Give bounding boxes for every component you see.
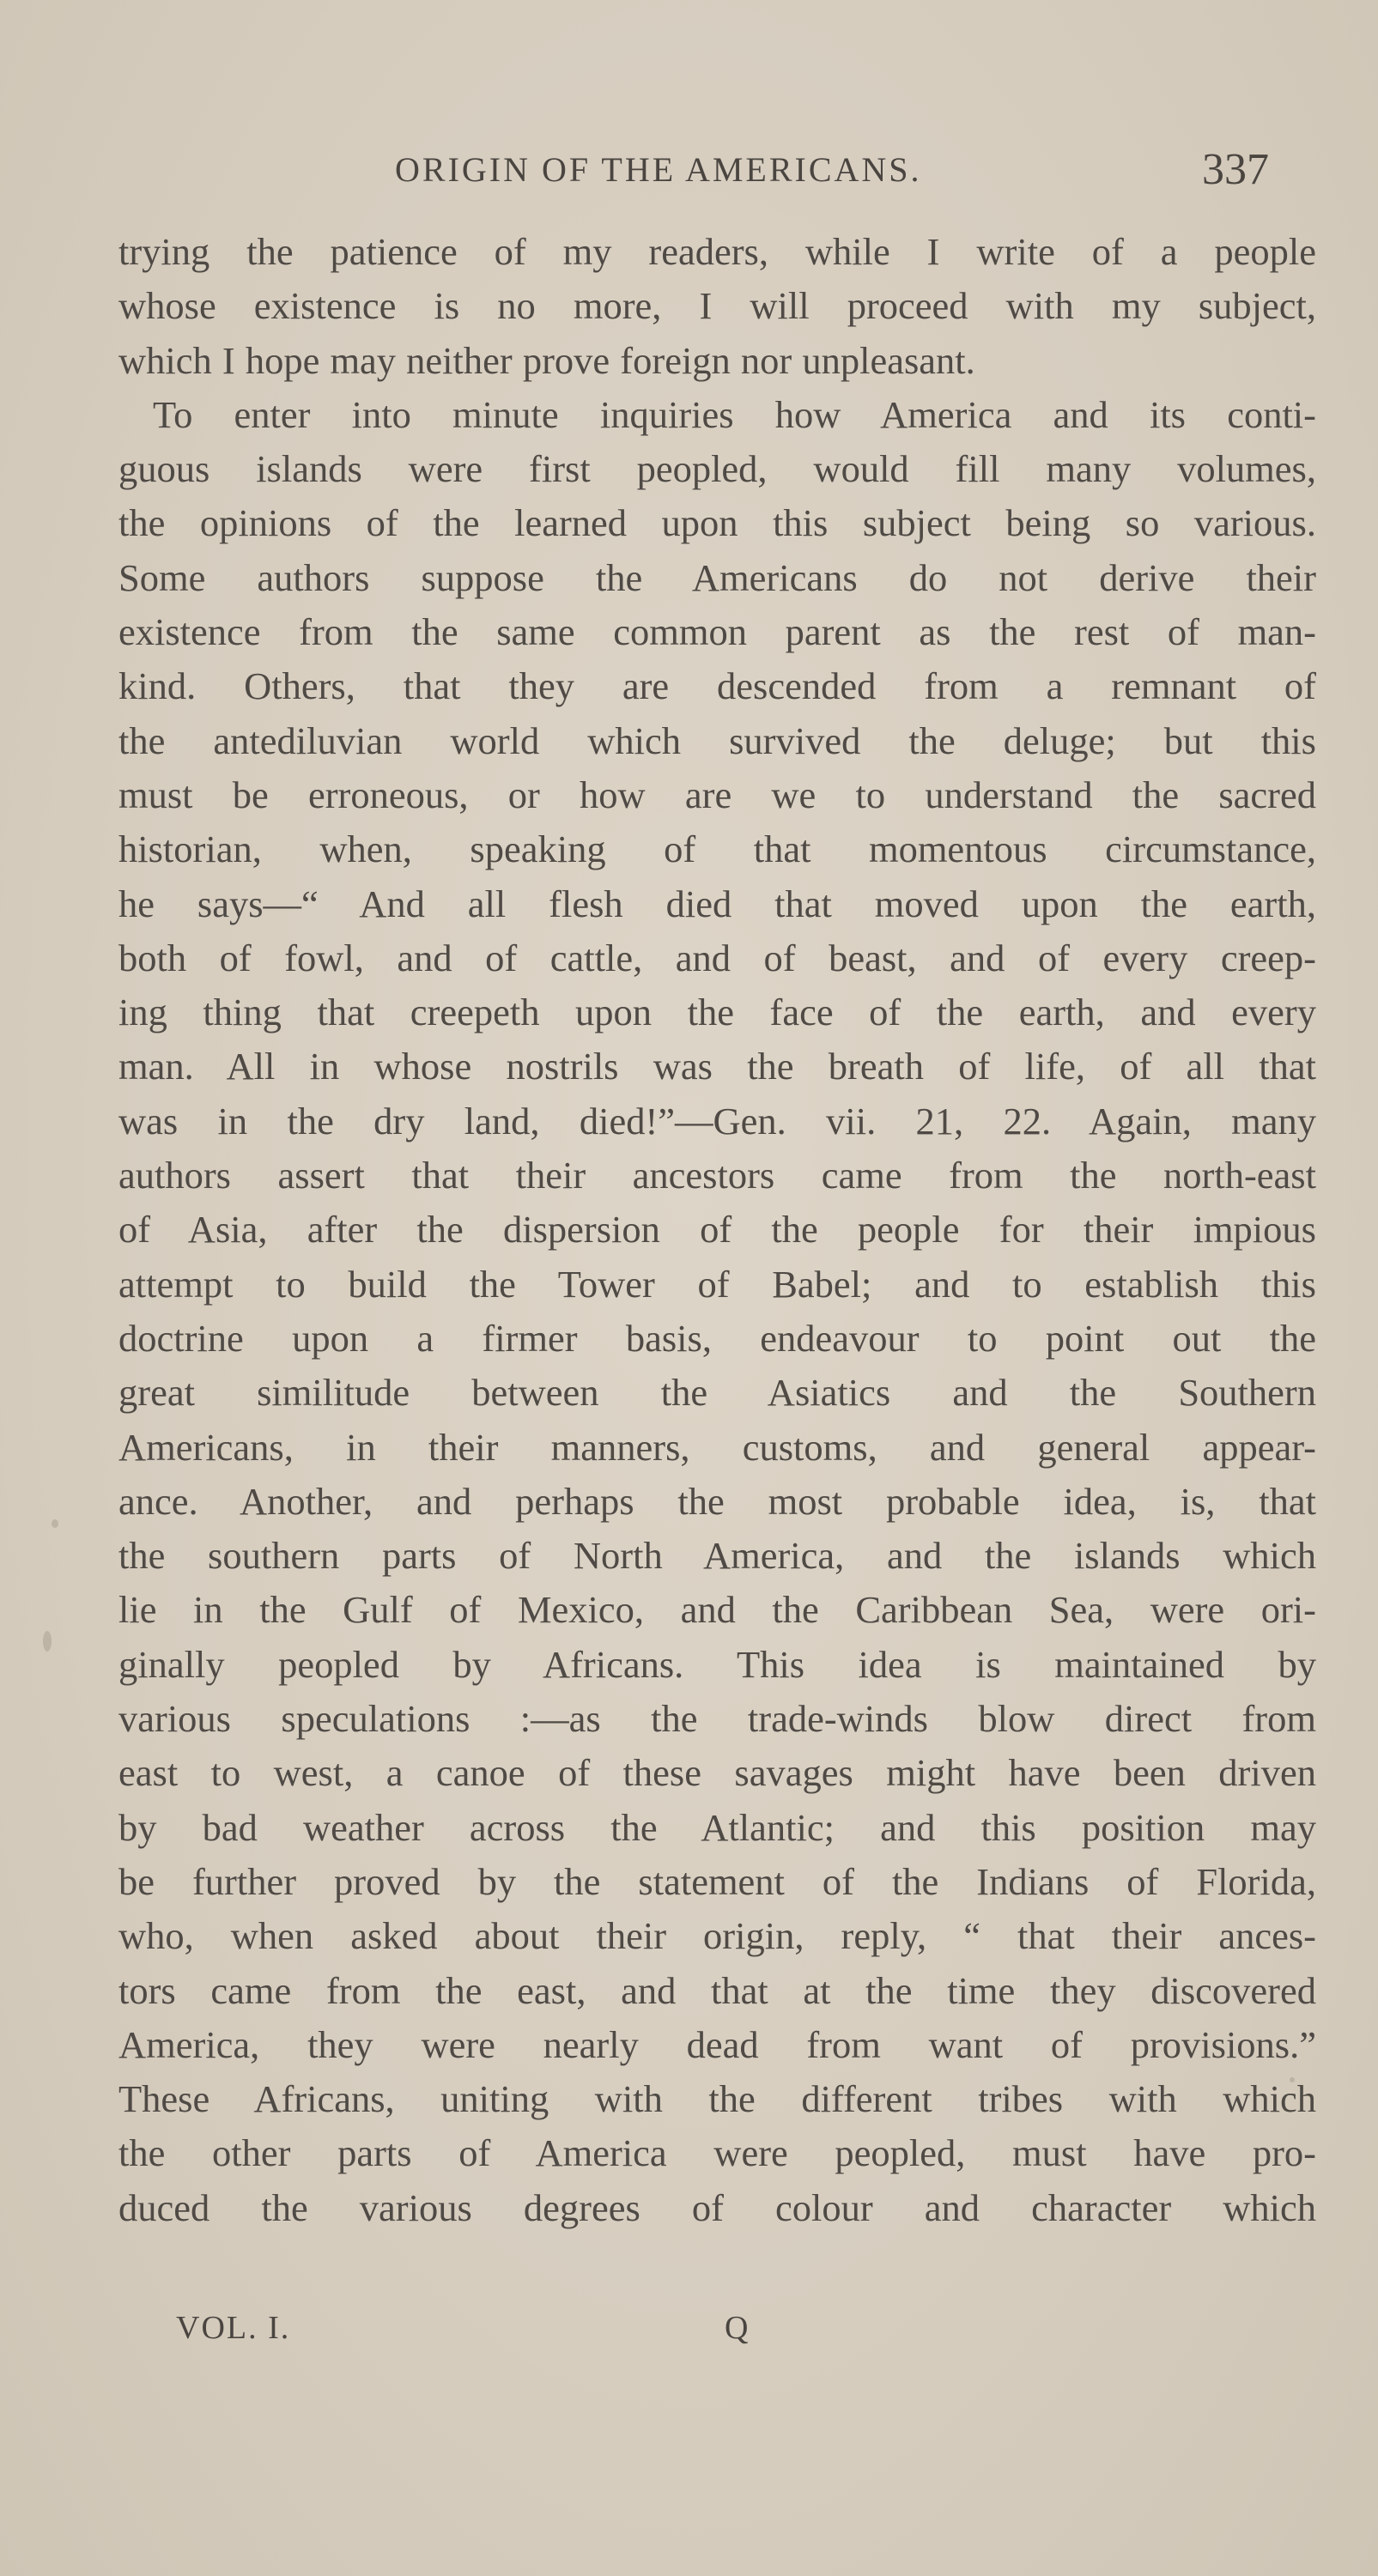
volume-signature: VOL. I.: [176, 2310, 291, 2346]
running-head: ORIGIN OF THE AMERICANS.: [395, 150, 922, 189]
text-line: To enter into minute inquiries how America and its conti-: [153, 392, 1316, 436]
text-line: various speculations :—as the trade-winds blow direct from: [118, 1697, 1316, 1741]
text-line: man. All in whose nostrils was the breath of life, of all that: [118, 1045, 1316, 1088]
text-line: by bad weather across the Atlantic; and this position may: [118, 1805, 1316, 1849]
text-line: both of fowl, and of cattle, and of beast, and of every creep-: [118, 936, 1316, 979]
text-line: he says—“ And all flesh died that moved upon the earth,: [118, 882, 1316, 925]
text-line: lie in the Gulf of Mexico, and the Caribbean Sea, were ori-: [118, 1588, 1316, 1632]
text-line: the southern parts of North America, and the islands which: [118, 1534, 1316, 1578]
text-line: was in the dry land, died!”—Gen. vii. 21, 22. Again, many: [118, 1099, 1316, 1143]
page-number: 337: [1202, 145, 1269, 194]
text-line: the antediluvian world which survived the deluge; but this: [118, 718, 1316, 762]
text-line: great similitude between the Asiatics and the Southern: [118, 1371, 1316, 1415]
text-line: authors assert that their ancestors came from the north-east: [118, 1154, 1316, 1197]
text-line: These Africans, uniting with the different tribes with which: [118, 2077, 1316, 2121]
text-line: kind. Others, that they are descended from a remnant of: [118, 664, 1316, 708]
text-line: whose existence is no more, I will proceed with my subject,: [118, 284, 1316, 328]
signature-mark: Q: [725, 2310, 749, 2346]
text-line: America, they were nearly dead from want of provisions.”: [118, 2022, 1316, 2066]
text-line: duced the various degrees of colour and character which: [118, 2185, 1316, 2229]
text-line: the other parts of America were peopled, must have pro-: [118, 2131, 1316, 2175]
text-line: doctrine upon a firmer basis, endeavour to point out the: [118, 1316, 1316, 1360]
paper-stain: [43, 1631, 52, 1652]
text-line: ing thing that creepeth upon the face of the earth, and every: [118, 991, 1316, 1034]
text-line: of Asia, after the dispersion of the people for their impious: [118, 1208, 1316, 1252]
text-line: the opinions of the learned upon this subject being so various.: [118, 501, 1316, 545]
text-line: Americans, in their manners, customs, and general appear-: [118, 1425, 1316, 1469]
text-line: tors came from the east, and that at the time they discovered: [118, 1968, 1316, 2012]
text-line: who, when asked about their origin, reply, “ that their ances-: [118, 1914, 1316, 1958]
text-line: historian, when, speaking of that momentous circumstance,: [118, 827, 1316, 871]
text-line: Some authors suppose the Americans do not derive their: [118, 555, 1316, 599]
text-line: guous islands were first peopled, would fill many volumes,: [118, 447, 1316, 491]
text-line: ginally peopled by Africans. This idea is maintained by: [118, 1642, 1316, 1686]
page-footer: [0, 2309, 1378, 2361]
text-line: must be erroneous, or how are we to understand the sacred: [118, 773, 1316, 816]
text-line: ance. Another, and perhaps the most probable idea, is, that: [118, 1479, 1316, 1523]
text-line: attempt to build the Tower of Babel; and to establish this: [118, 1262, 1316, 1306]
text-line: existence from the same common parent as the rest of man-: [118, 610, 1316, 654]
text-line: which I hope may neither prove foreign nor unpleasant.: [118, 338, 975, 382]
body-text: [118, 225, 1316, 2235]
text-line: be further proved by the statement of the Indians of Florida,: [118, 1859, 1316, 1903]
paper-stain: [52, 1519, 58, 1528]
text-line: trying the patience of my readers, while I write of a people: [118, 230, 1316, 273]
text-line: east to west, a canoe of these savages might have been driven: [118, 1751, 1316, 1795]
page-header: [0, 144, 1378, 196]
